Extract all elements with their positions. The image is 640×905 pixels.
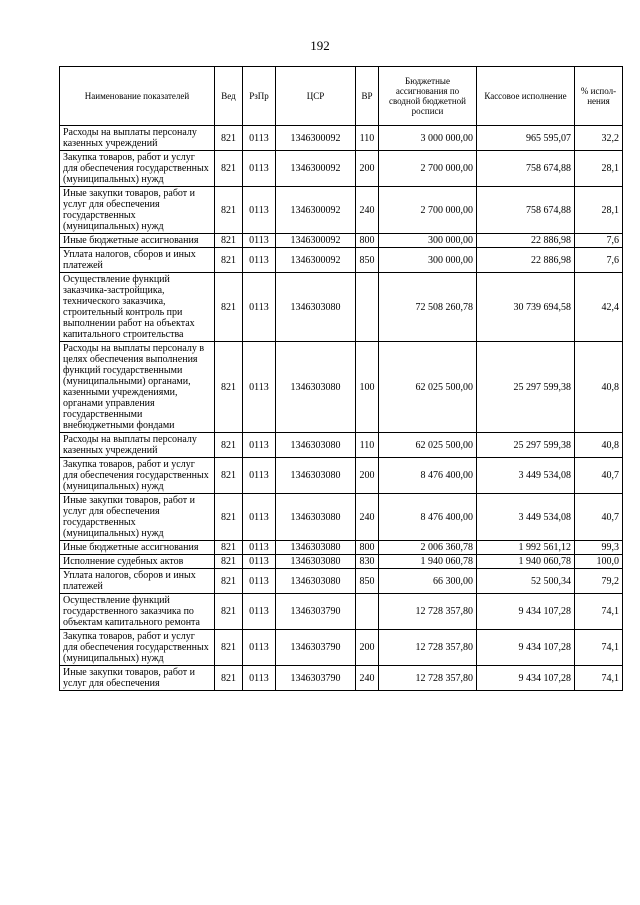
cell-rzpr: 0113 <box>243 594 276 630</box>
table-row <box>60 458 623 494</box>
cell-rzpr: 0113 <box>243 248 276 273</box>
cell-csr: 1346303080 <box>276 342 356 433</box>
cell-budget: 3 000 000,00 <box>379 126 477 151</box>
cell-vr: 800 <box>356 234 379 248</box>
cell-percent: 74,1 <box>575 666 623 691</box>
cell-rzpr: 0113 <box>243 569 276 594</box>
cell-csr: 1346300092 <box>276 234 356 248</box>
cell-vr: 200 <box>356 151 379 187</box>
cell-cash: 1 940 060,78 <box>477 555 575 569</box>
cell-percent: 40,7 <box>575 494 623 541</box>
cell-budget: 300 000,00 <box>379 248 477 273</box>
cell-cash: 9 434 107,28 <box>477 666 575 691</box>
col-header-vr: ВР <box>356 67 379 126</box>
cell-cash: 22 886,98 <box>477 248 575 273</box>
cell-budget: 1 940 060,78 <box>379 555 477 569</box>
cell-percent: 74,1 <box>575 594 623 630</box>
cell-ved: 821 <box>215 555 243 569</box>
col-header-cash: Кассовое исполнение <box>477 67 575 126</box>
cell-budget: 12 728 357,80 <box>379 594 477 630</box>
cell-vr <box>356 273 379 342</box>
cell-csr: 1346303080 <box>276 541 356 555</box>
cell-rzpr: 0113 <box>243 342 276 433</box>
cell-rzpr: 0113 <box>243 555 276 569</box>
cell-vr <box>356 594 379 630</box>
cell-cash: 9 434 107,28 <box>477 594 575 630</box>
cell-ved: 821 <box>215 342 243 433</box>
cell-csr: 1346303080 <box>276 555 356 569</box>
cell-budget: 2 700 000,00 <box>379 151 477 187</box>
cell-vr: 850 <box>356 569 379 594</box>
cell-vr: 100 <box>356 342 379 433</box>
col-header-csr: ЦСР <box>276 67 356 126</box>
cell-vr: 240 <box>356 666 379 691</box>
cell-csr: 1346303790 <box>276 594 356 630</box>
cell-rzpr: 0113 <box>243 273 276 342</box>
table-row <box>60 248 623 273</box>
table-row <box>60 569 623 594</box>
cell-rzpr: 0113 <box>243 126 276 151</box>
cell-name: Исполнение судебных актов <box>60 555 215 569</box>
cell-name: Иные закупки товаров, работ и услуг для обеспечения государственных (муниципальных) нужд <box>60 494 215 541</box>
table-row <box>60 126 623 151</box>
table-row <box>60 541 623 555</box>
table-row <box>60 273 623 342</box>
col-header-percent: % испол-нения <box>575 67 623 126</box>
table-row <box>60 666 623 691</box>
cell-cash: 22 886,98 <box>477 234 575 248</box>
page-number: 192 <box>310 38 330 53</box>
cell-name: Закупка товаров, работ и услуг для обеспечения государственных (муниципальных) нужд <box>60 458 215 494</box>
cell-percent: 79,2 <box>575 569 623 594</box>
col-header-ved: Вед <box>215 67 243 126</box>
cell-cash: 1 992 561,12 <box>477 541 575 555</box>
cell-percent: 28,1 <box>575 187 623 234</box>
cell-csr: 1346303790 <box>276 666 356 691</box>
cell-rzpr: 0113 <box>243 630 276 666</box>
cell-csr: 1346303080 <box>276 273 356 342</box>
cell-name: Иные бюджетные ассигнования <box>60 234 215 248</box>
cell-vr: 200 <box>356 458 379 494</box>
cell-budget: 62 025 500,00 <box>379 342 477 433</box>
cell-percent: 32,2 <box>575 126 623 151</box>
cell-name: Расходы на выплаты персоналу казенных учреждений <box>60 126 215 151</box>
cell-name: Закупка товаров, работ и услуг для обеспечения государственных (муниципальных) нужд <box>60 151 215 187</box>
cell-csr: 1346303080 <box>276 433 356 458</box>
table-row <box>60 433 623 458</box>
cell-percent: 7,6 <box>575 248 623 273</box>
cell-csr: 1346303080 <box>276 494 356 541</box>
cell-budget: 2 700 000,00 <box>379 187 477 234</box>
cell-ved: 821 <box>215 151 243 187</box>
cell-name: Уплата налогов, сборов и иных платежей <box>60 569 215 594</box>
table-row <box>60 342 623 433</box>
cell-name: Закупка товаров, работ и услуг для обеспечения государственных (муниципальных) нужд <box>60 630 215 666</box>
cell-budget: 8 476 400,00 <box>379 494 477 541</box>
table-row <box>60 151 623 187</box>
cell-csr: 1346300092 <box>276 248 356 273</box>
cell-ved: 821 <box>215 494 243 541</box>
table-header-row <box>60 67 623 126</box>
cell-cash: 758 674,88 <box>477 151 575 187</box>
cell-name: Иные бюджетные ассигнования <box>60 541 215 555</box>
cell-csr: 1346303080 <box>276 458 356 494</box>
cell-rzpr: 0113 <box>243 234 276 248</box>
cell-percent: 40,7 <box>575 458 623 494</box>
cell-budget: 8 476 400,00 <box>379 458 477 494</box>
cell-cash: 9 434 107,28 <box>477 630 575 666</box>
cell-name: Иные закупки товаров, работ и услуг для обеспечения государственных (муниципальных) нужд <box>60 187 215 234</box>
cell-percent: 100,0 <box>575 555 623 569</box>
cell-vr: 200 <box>356 630 379 666</box>
cell-rzpr: 0113 <box>243 458 276 494</box>
cell-percent: 7,6 <box>575 234 623 248</box>
table-row <box>60 630 623 666</box>
cell-name: Осуществление функций государственного заказчика по объектам капитального ремонта <box>60 594 215 630</box>
cell-cash: 30 739 694,58 <box>477 273 575 342</box>
cell-name: Осуществление функций заказчика-застройщика, технического заказчика, строительный контроль при выполнении работ на объектах капитального строительства <box>60 273 215 342</box>
cell-rzpr: 0113 <box>243 433 276 458</box>
cell-percent: 42,4 <box>575 273 623 342</box>
cell-rzpr: 0113 <box>243 494 276 541</box>
cell-ved: 821 <box>215 126 243 151</box>
cell-budget: 12 728 357,80 <box>379 630 477 666</box>
cell-budget: 72 508 260,78 <box>379 273 477 342</box>
cell-rzpr: 0113 <box>243 541 276 555</box>
cell-cash: 52 500,34 <box>477 569 575 594</box>
cell-ved: 821 <box>215 569 243 594</box>
cell-ved: 821 <box>215 273 243 342</box>
cell-percent: 99,3 <box>575 541 623 555</box>
cell-name: Расходы на выплаты персоналу казенных учреждений <box>60 433 215 458</box>
cell-rzpr: 0113 <box>243 151 276 187</box>
cell-ved: 821 <box>215 541 243 555</box>
cell-cash: 25 297 599,38 <box>477 342 575 433</box>
cell-vr: 800 <box>356 541 379 555</box>
cell-csr: 1346300092 <box>276 187 356 234</box>
cell-cash: 3 449 534,08 <box>477 494 575 541</box>
cell-percent: 40,8 <box>575 342 623 433</box>
cell-name: Уплата налогов, сборов и иных платежей <box>60 248 215 273</box>
cell-cash: 965 595,07 <box>477 126 575 151</box>
cell-ved: 821 <box>215 248 243 273</box>
cell-ved: 821 <box>215 187 243 234</box>
cell-vr: 110 <box>356 433 379 458</box>
cell-ved: 821 <box>215 433 243 458</box>
table-row <box>60 234 623 248</box>
cell-budget: 12 728 357,80 <box>379 666 477 691</box>
col-header-name: Наименование показателей <box>60 67 215 126</box>
cell-vr: 240 <box>356 494 379 541</box>
cell-budget: 62 025 500,00 <box>379 433 477 458</box>
cell-cash: 758 674,88 <box>477 187 575 234</box>
cell-csr: 1346300092 <box>276 151 356 187</box>
cell-percent: 74,1 <box>575 630 623 666</box>
cell-ved: 821 <box>215 234 243 248</box>
cell-budget: 2 006 360,78 <box>379 541 477 555</box>
cell-percent: 28,1 <box>575 151 623 187</box>
cell-cash: 25 297 599,38 <box>477 433 575 458</box>
cell-ved: 821 <box>215 458 243 494</box>
cell-name: Расходы на выплаты персоналу в целях обеспечения выполнения функций государственными (муниципальными) органами, казенными учреждениями, органами управления государственными внебюджетными фондами <box>60 342 215 433</box>
table-row <box>60 187 623 234</box>
cell-rzpr: 0113 <box>243 187 276 234</box>
cell-name: Иные закупки товаров, работ и услуг для обеспечения <box>60 666 215 691</box>
budget-table <box>59 66 623 691</box>
cell-csr: 1346303790 <box>276 630 356 666</box>
cell-csr: 1346303080 <box>276 569 356 594</box>
cell-rzpr: 0113 <box>243 666 276 691</box>
col-header-rzpr: РзПр <box>243 67 276 126</box>
table-row <box>60 555 623 569</box>
cell-ved: 821 <box>215 594 243 630</box>
cell-vr: 110 <box>356 126 379 151</box>
cell-vr: 850 <box>356 248 379 273</box>
cell-cash: 3 449 534,08 <box>477 458 575 494</box>
col-header-budget: Бюджетные ассигнования по сводной бюджетной росписи <box>379 67 477 126</box>
cell-budget: 300 000,00 <box>379 234 477 248</box>
cell-ved: 821 <box>215 666 243 691</box>
table-row <box>60 594 623 630</box>
cell-vr: 240 <box>356 187 379 234</box>
cell-budget: 66 300,00 <box>379 569 477 594</box>
cell-percent: 40,8 <box>575 433 623 458</box>
cell-ved: 821 <box>215 630 243 666</box>
cell-vr: 830 <box>356 555 379 569</box>
cell-csr: 1346300092 <box>276 126 356 151</box>
table-row <box>60 494 623 541</box>
